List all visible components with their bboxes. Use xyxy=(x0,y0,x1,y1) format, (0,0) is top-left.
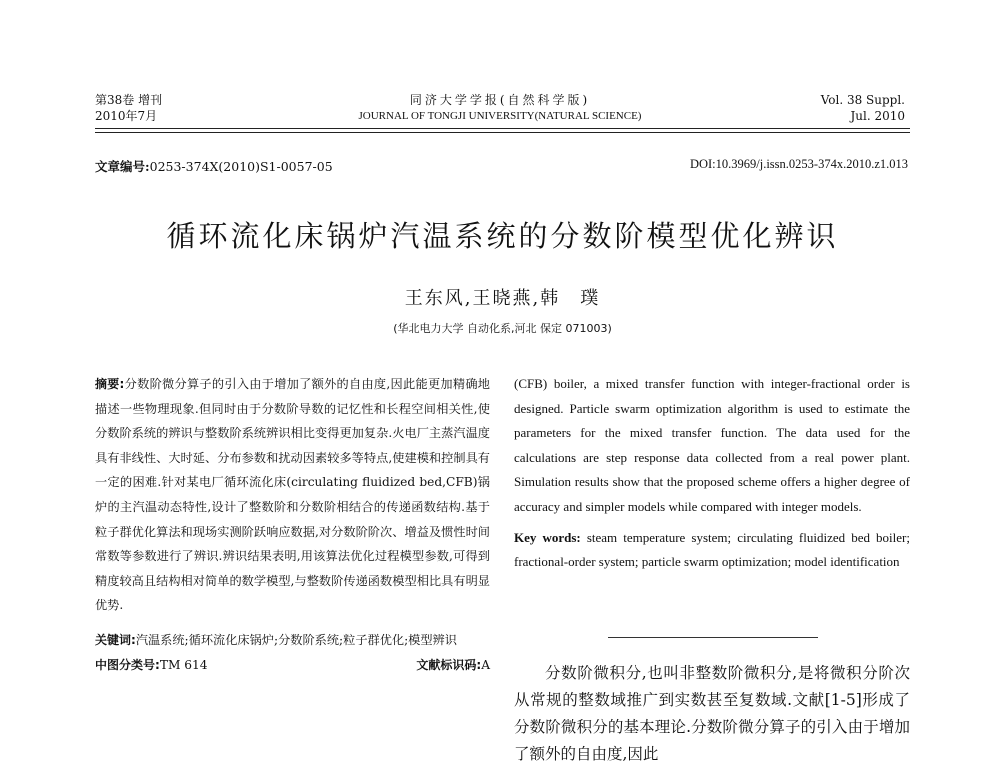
header-volume: 第38卷 增刊 xyxy=(95,93,163,107)
article-number-value: 0253-374X(2010)S1-0057-05 xyxy=(149,159,333,174)
doc-code xyxy=(416,653,490,678)
doc-code-label: 文献标识码: xyxy=(416,657,482,672)
keywords-en-text: steam temperature system; circulating fluidized bed boiler; fractional-order system; particle swarm optimization; model identification xyxy=(514,529,910,570)
keywords-cn xyxy=(95,628,490,653)
keywords-cn-text: 汽温系统;循环流化床锅炉;分数阶系统;粒子群优化;模型辨识 xyxy=(135,632,457,647)
body-introduction: 分数阶微积分,也叫非整数阶微积分,是将微积分阶次从常规的整数域推广到实数甚至复数域.文献[1-5]形成了分数阶微积分的基本理论.分数阶微分算子的引入由于增加了额外的自由度,因此 xyxy=(514,664,910,763)
paper-title: 循环流化床锅炉汽温系统的分数阶模型优化辨识 xyxy=(166,219,839,253)
header-volume-en: Vol. 38 Suppl. xyxy=(820,93,905,107)
clc-value: TM 614 xyxy=(159,657,208,672)
header-journal xyxy=(300,92,700,124)
classification-row xyxy=(95,653,490,677)
header-date: 2010年7月 xyxy=(95,109,158,123)
doc-code-value: A xyxy=(481,657,490,672)
header-volume-info xyxy=(95,92,162,124)
abstract-en-continued: (CFB) boiler, a mixed transfer function with integer-fractional order is designed. Particle swarm optimization algorithm is used to estimate the parameters for the mixed transfer function. The data used for the calculations are step response data collected from a real power plant. Simulation results show that the proposed scheme offers a higher degree of accuracy and simpler models while compared with integer models. xyxy=(514,376,910,514)
abstract-cn-label: 摘要: xyxy=(95,377,125,391)
keywords-cn-label: 关键词: xyxy=(95,632,136,647)
abstract-cn-text: 分数阶微分算子的引入由于增加了额外的自由度,因此能更加精确地描述一些物理现象.但同时由于分数阶导数的记忆性和长程空间相关性,使分数阶系统的辨识与整数阶系统辨识相比变得更加复杂.火电厂主蒸汽温度具有非线性、大时延、分布参数和扰动因素较多等特点,使建模和控制具有一定的困难.针对某电厂循环流化床(circulating fluidized bed,CFB)锅炉的主汽温动态特性,设计了整数阶和分数阶相结合的传递函数结构.基于粒子群优化算法和现场实测阶跃响应数据,对分数阶阶次、增益及惯性时间常数等参数进行了辨识.辨识结果表明,用该算法优化过程模型参数,可得到精度较高且结构相对简单的数学模型,与整数阶传递函数模型相比具有明显优势. xyxy=(95,377,490,613)
section-divider xyxy=(608,637,818,638)
journal-name-en: JOURNAL OF TONGJI UNIVERSITY(NATURAL SCIENCE) xyxy=(358,110,642,122)
journal-name-cn: 同济大学学报(自然科学版) xyxy=(409,93,591,107)
header-rule-bottom xyxy=(95,132,910,133)
clc-label: 中图分类号: xyxy=(95,657,160,672)
paper-affiliation: (华北电力大学 自动化系,河北 保定 071003) xyxy=(393,322,612,335)
keywords-en xyxy=(514,526,910,575)
header-date-en: Jul. 2010 xyxy=(850,109,905,123)
keywords-en-label: Key words: xyxy=(514,529,581,545)
article-number-label: 文章编号: xyxy=(95,159,150,174)
left-column xyxy=(95,372,490,677)
abstract-cn xyxy=(95,372,490,618)
header-volume-info-en xyxy=(821,92,905,124)
header-rule-top xyxy=(95,128,910,129)
article-number xyxy=(95,157,333,175)
right-column xyxy=(514,372,910,575)
doi: DOI:10.3969/j.issn.0253-374x.2010.z1.013 xyxy=(689,157,908,171)
paper-authors: 王东风,王晓燕,韩 璞 xyxy=(404,288,601,309)
